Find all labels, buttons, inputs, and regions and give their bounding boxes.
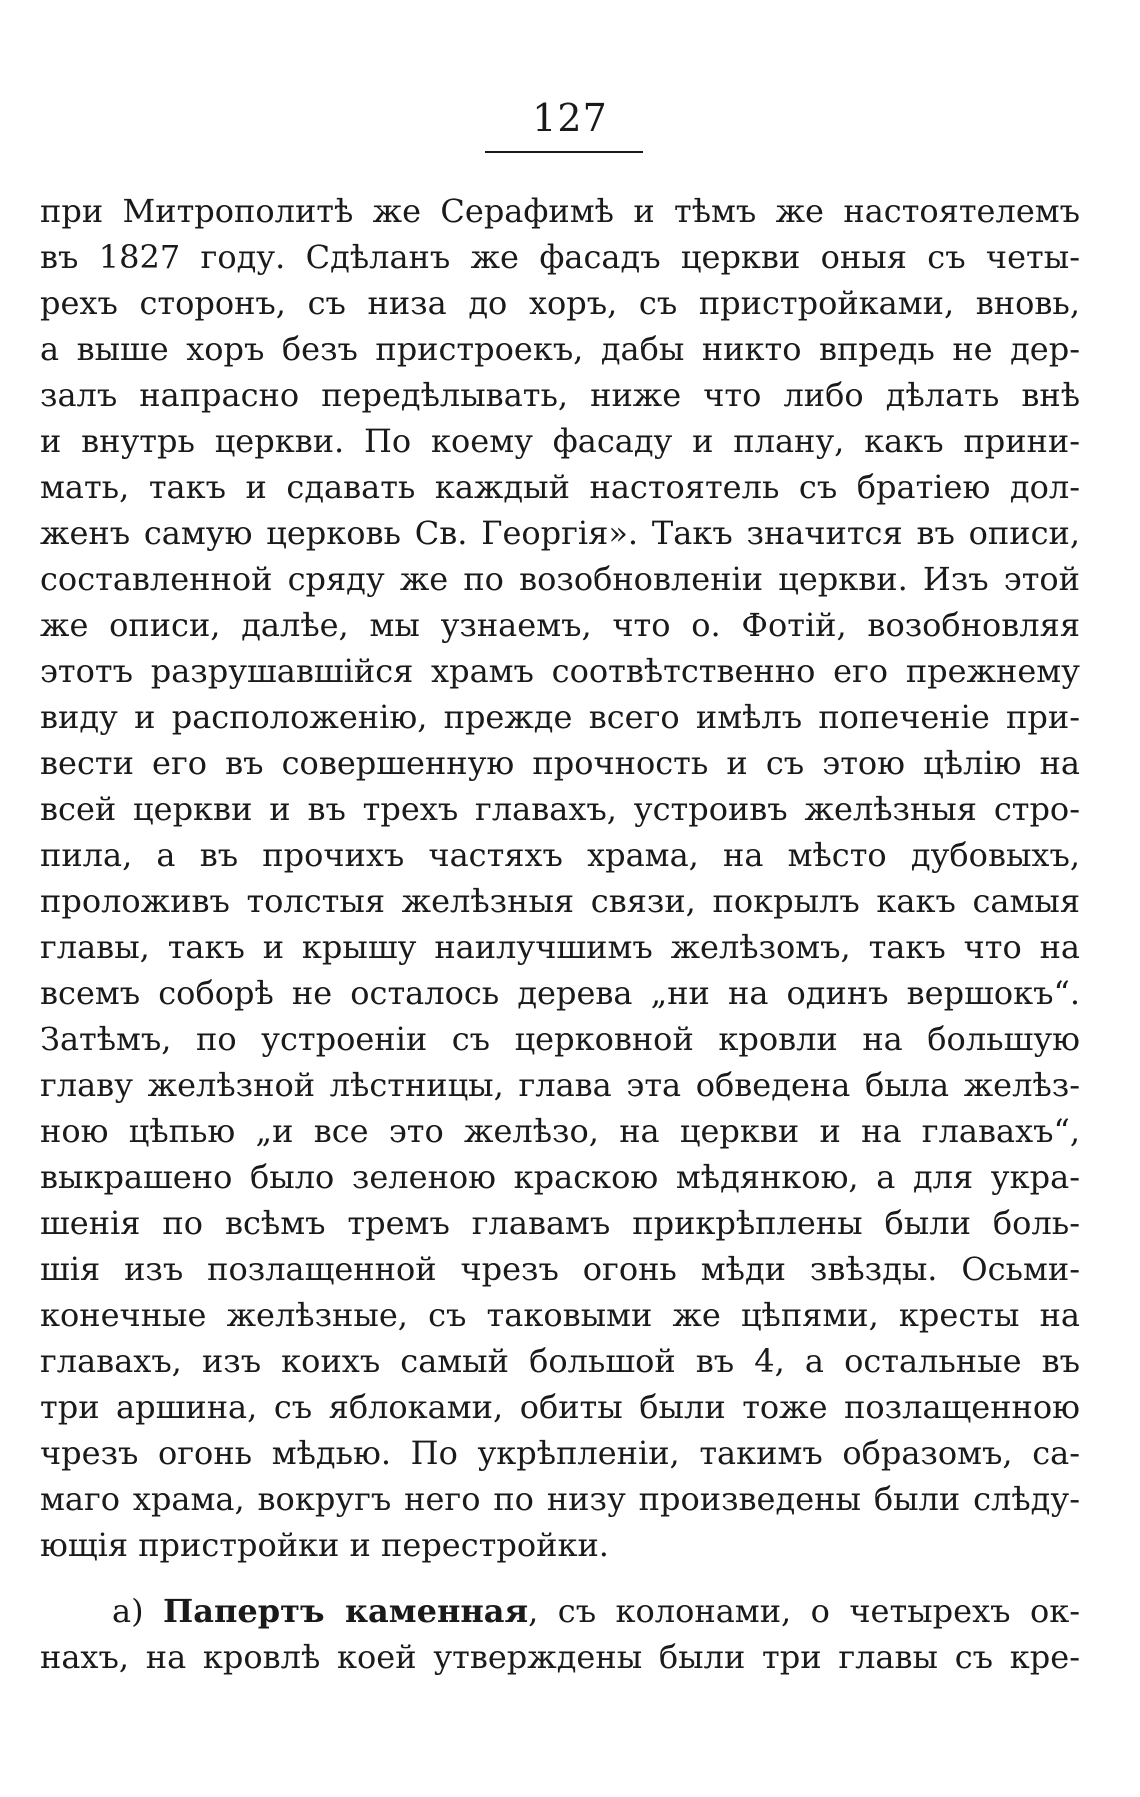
text-line: же описи, далѣе, мы узнаемъ, что о. Фотій, возобновляя bbox=[40, 606, 1080, 644]
paragraph bbox=[40, 1588, 1080, 1680]
text-line bbox=[40, 1588, 1080, 1634]
text-line: главу желѣзной лѣстницы, глава эта обведена была желѣз- bbox=[40, 1066, 1080, 1104]
text-line: Затѣмъ, по устроеніи съ церковной кровли на большую bbox=[40, 1020, 1080, 1058]
bold-term: Папертъ каменная bbox=[163, 1592, 529, 1630]
text-line: маго храма, вокругъ него по низу произведены были слѣду- bbox=[40, 1480, 1080, 1518]
text-line: ною цѣпью „и все это желѣзо, на церкви и на главахъ“, bbox=[40, 1112, 1080, 1150]
paragraph bbox=[40, 188, 1080, 1568]
text-line: шія изъ позлащенной чрезъ огонь мѣди звѣзды. Осьми- bbox=[40, 1250, 1080, 1288]
text-line: вести его въ совершенную прочность и съ этою цѣлію на bbox=[40, 744, 1080, 782]
list-marker: а) bbox=[112, 1592, 164, 1630]
text-line: и внутрь церкви. По коему фасаду и плану, какъ прини- bbox=[40, 422, 1080, 460]
text-line: три аршина, съ яблоками, обиты были тоже позлащенною bbox=[40, 1388, 1080, 1426]
text-line: пила, а въ прочихъ частяхъ храма, на мѣсто дубовыхъ, bbox=[40, 836, 1080, 874]
text-line: ющія пристройки и перестройки. bbox=[40, 1526, 609, 1564]
text-run: , съ колонами, о четырехъ ок- bbox=[528, 1592, 1081, 1630]
text-line: а выше хоръ безъ пристроекъ, дабы никто впредь не дер- bbox=[40, 330, 1080, 368]
text-line: проложивъ толстыя желѣзныя связи, покрылъ какъ самыя bbox=[40, 882, 1080, 920]
text-line: залъ напрасно передѣлывать, ниже что либо дѣлать внѣ bbox=[40, 376, 1080, 414]
text-line: нахъ, на кровлѣ коей утверждены были три главы съ кре- bbox=[40, 1638, 1080, 1676]
text-line: этотъ разрушавшійся храмъ соотвѣтственно его прежнему bbox=[40, 652, 1080, 690]
text-line: при Митрополитѣ же Серафимѣ и тѣмъ же настоятелемъ bbox=[40, 192, 1080, 230]
text-line: всемъ соборѣ не осталось дерева „ни на одинъ вершокъ“. bbox=[40, 974, 1080, 1012]
text-line: рехъ сторонъ, съ низа до хоръ, съ пристройками, вновь, bbox=[40, 284, 1080, 322]
text-line: женъ самую церковь Св. Георгія». Такъ значится въ описи, bbox=[40, 514, 1080, 552]
page-number: 127 bbox=[532, 96, 608, 140]
text-line: виду и расположенію, прежде всего имѣлъ попеченіе при- bbox=[40, 698, 1080, 736]
page-number-rule bbox=[485, 151, 643, 153]
text-line: выкрашено было зеленою краскою мѣдянкою, а для укра- bbox=[40, 1158, 1080, 1196]
text-line: всей церкви и въ трехъ главахъ, устроивъ желѣзныя стро- bbox=[40, 790, 1080, 828]
text-line: главахъ, изъ коихъ самый большой въ 4, а остальные въ bbox=[40, 1342, 1080, 1380]
text-line: шенія по всѣмъ тремъ главамъ прикрѣплены были боль- bbox=[40, 1204, 1080, 1242]
paragraph-gap bbox=[40, 1568, 1080, 1588]
body-text bbox=[40, 188, 1080, 1680]
text-line: чрезъ огонь мѣдью. По укрѣпленіи, такимъ образомъ, са- bbox=[40, 1434, 1080, 1472]
text-line: въ 1827 году. Сдѣланъ же фасадъ церкви оныя съ четы- bbox=[40, 238, 1080, 276]
text-line: составленной сряду же по возобновленіи церкви. Изъ этой bbox=[40, 560, 1080, 598]
text-line: мать, такъ и сдавать каждый настоятель съ братіею дол- bbox=[40, 468, 1080, 506]
text-line: конечные желѣзные, съ таковыми же цѣпями, кресты на bbox=[40, 1296, 1080, 1334]
text-line: главы, такъ и крышу наилучшимъ желѣзомъ, такъ что на bbox=[40, 928, 1080, 966]
